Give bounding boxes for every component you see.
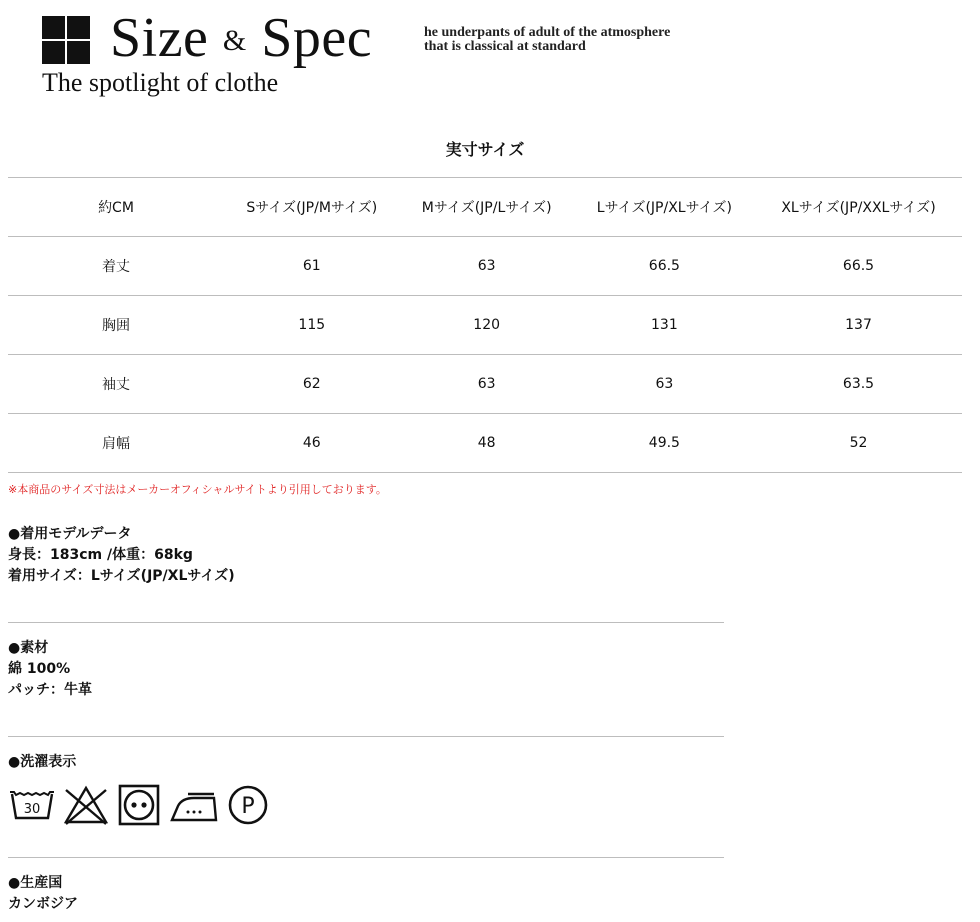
tumble-dry-icon xyxy=(120,786,158,824)
brand-title-amp: & xyxy=(222,24,247,57)
wash-30-icon xyxy=(10,792,54,818)
size-table xyxy=(8,177,962,473)
table-cell: 63 xyxy=(400,355,574,414)
header xyxy=(0,0,980,110)
tagline-line-2: that is classical at standard xyxy=(424,39,586,54)
table-row xyxy=(8,296,962,355)
table-header-cell: XLサイズ(JP/XXLサイズ) xyxy=(755,178,962,237)
table-header-row xyxy=(8,178,962,237)
model-height-weight: 身長：183cm /体重：68kg xyxy=(8,547,193,563)
table-header-cell: 約CM xyxy=(8,178,224,237)
wash-temp-label: 30 xyxy=(23,802,41,817)
table-header-cell: Lサイズ(JP/XLサイズ) xyxy=(574,178,755,237)
table-cell: 62 xyxy=(224,355,400,414)
divider xyxy=(8,857,724,858)
tagline-line-1: he underpants of adult of the atmosphere xyxy=(424,25,671,40)
care-icons-svg xyxy=(8,784,278,830)
brand-subtitle: The spotlight of clothe xyxy=(42,68,279,97)
divider xyxy=(8,622,724,623)
size-table-title: 実寸サイズ xyxy=(445,140,525,159)
table-header-cell: Mサイズ(JP/Lサイズ) xyxy=(400,178,574,237)
origin-country: カンボジア xyxy=(8,896,78,912)
table-cell: 131 xyxy=(574,296,755,355)
logo-icon xyxy=(42,16,90,64)
table-cell: 66.5 xyxy=(574,237,755,296)
brand-title xyxy=(110,6,372,73)
no-bleach-icon xyxy=(66,788,106,824)
table-row-label: 胸囲 xyxy=(8,296,224,355)
table-cell: 120 xyxy=(400,296,574,355)
table-cell: 137 xyxy=(755,296,962,355)
table-row xyxy=(8,237,962,296)
model-data-heading: ●着用モデルデータ xyxy=(8,526,132,542)
care-heading: ●洗濯表示 xyxy=(8,754,77,770)
care-icons xyxy=(8,784,278,830)
table-cell: 49.5 xyxy=(574,414,755,473)
table-cell: 66.5 xyxy=(755,237,962,296)
table-cell: 115 xyxy=(224,296,400,355)
table-cell: 48 xyxy=(400,414,574,473)
table-cell: 46 xyxy=(224,414,400,473)
brand-tagline xyxy=(424,26,670,54)
model-size-worn: 着用サイズ：Lサイズ(JP/XLサイズ) xyxy=(8,568,235,584)
table-cell: 63 xyxy=(400,237,574,296)
model-data-section xyxy=(8,524,235,587)
brand-title-end: Spec xyxy=(261,7,373,69)
table-cell: 63 xyxy=(574,355,755,414)
size-note: ※本商品のサイズ寸法はメーカーオフィシャルサイトより引用しております。 xyxy=(8,483,387,496)
divider xyxy=(8,736,724,737)
material-main: 綿 100% xyxy=(8,661,71,677)
table-cell: 63.5 xyxy=(755,355,962,414)
table-cell: 52 xyxy=(755,414,962,473)
origin-heading: ●生産国 xyxy=(8,875,63,891)
dry-clean-letter: P xyxy=(241,794,255,819)
table-row-label: 着丈 xyxy=(8,237,224,296)
table-row xyxy=(8,355,962,414)
table-cell: 61 xyxy=(224,237,400,296)
table-header-cell: Sサイズ(JP/Mサイズ) xyxy=(224,178,400,237)
brand-title-main: Size xyxy=(110,7,209,69)
material-heading: ●素材 xyxy=(8,640,49,656)
iron-low-icon xyxy=(172,794,216,820)
material-section xyxy=(8,638,92,701)
origin-section xyxy=(8,873,78,915)
table-row-label: 肩幅 xyxy=(8,414,224,473)
material-patch: パッチ：牛革 xyxy=(8,682,92,698)
dry-clean-p-icon xyxy=(230,787,266,823)
table-row-label: 袖丈 xyxy=(8,355,224,414)
table-row xyxy=(8,414,962,473)
